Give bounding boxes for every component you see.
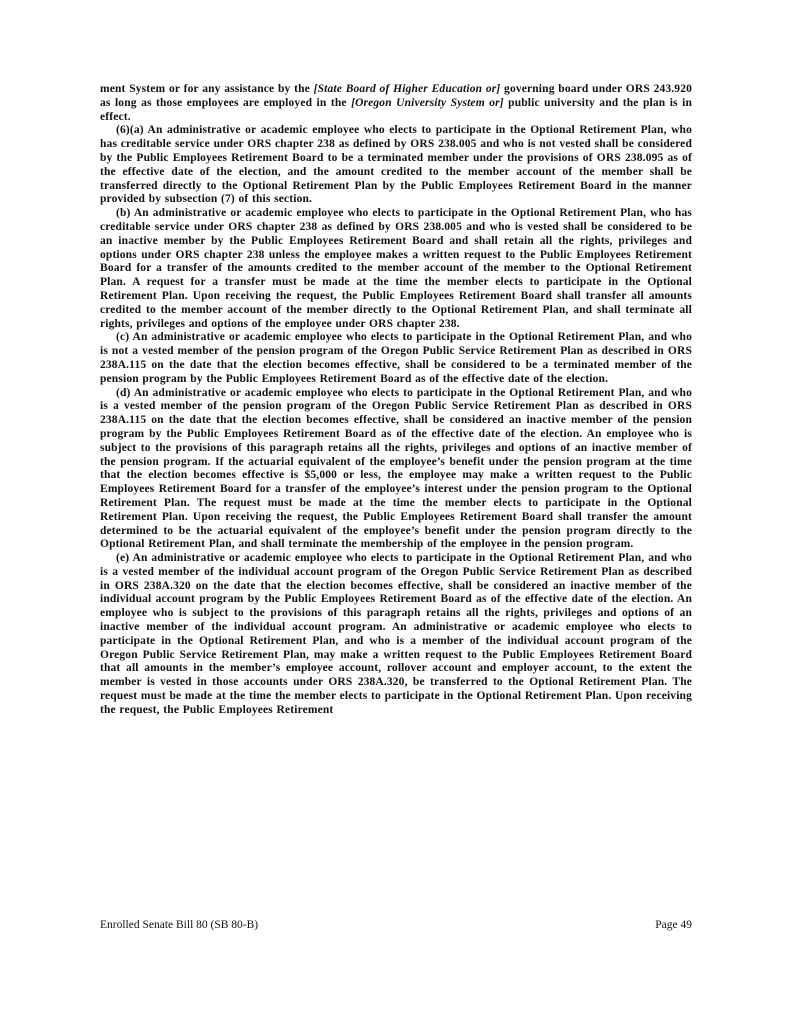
- paragraph-subsection-6b: [100, 207, 692, 331]
- footer-page-number: Page 49: [655, 919, 692, 931]
- text-run: (d) An administrative or academic employee who elects to participate in the Optional Retirement Plan, and who is a vested member of the pension program of the Oregon Public Service Retirement Plan as described in ORS 238A.115 on the date that the election becomes effective, shall be considered an inactive member of the pension program by the Public Employees Retirement Board as of the effective date of the election. An employee who is subject to the provisions of this paragraph retains all the rights, privileges and options of an inactive member of the pension program. If the actuarial equivalent of the employee’s benefit under the pension program at the time that the election becomes effective is $5,000 or less, the employee may make a written request to the Public Employees Retirement Board for a transfer of the employee’s interest under the pension program to the Optional Retirement Plan. The request must be made at the time the member elects to participate in the Optional Retirement Plan. Upon receiving the request, the Public Employees Retirement Board shall transfer the amount determined to be the actuarial equivalent of the employee’s benefit under the pension program directly to the Optional Retirement Plan, and shall terminate the membership of the employee in the pension program.: [100, 386, 692, 551]
- deleted-text-run: [State Board of Higher Education or]: [313, 83, 501, 95]
- page-footer: [100, 919, 692, 931]
- footer-bill-title: Enrolled Senate Bill 80 (SB 80-B): [100, 919, 259, 931]
- deleted-text-run: [Oregon University System or]: [351, 96, 504, 109]
- text-run: governing board under ORS 243.920 as long as those employees are employed in the: [100, 83, 692, 109]
- paragraph-continuation-paragraph: [100, 83, 692, 124]
- text-run: (c) An administrative or academic employee who elects to participate in the Optional Retirement Plan, and who is not a vested member of the pension program of the Oregon Public Service Retirement Plan as described in ORS 238A.115 on the date that the election becomes effective, shall be considered to be a terminated member of the pension program by the Public Employees Retirement Board as of the effective date of the election.: [100, 331, 692, 385]
- text-run: (e) An administrative or academic employee who elects to participate in the Optional Retirement Plan, and who is a vested member of the individual account program of the Oregon Public Service Retirement Plan as described in ORS 238A.320 on the date that the election becomes effective, shall be considered an inactive member of the individual account program by the Public Employees Retirement Board as of the effective date of the election. An employee who is subject to the provisions of this paragraph retains all the rights, privileges and options of an inactive member of the individual account program. An administrative or academic employee who elects to participate in the Optional Retirement Plan, and who is a member of the individual account program of the Oregon Public Service Retirement Plan, may make a written request to the Public Employees Retirement Board that all amounts in the member’s employee account, rollover account and employer account, to the extent the member is vested in those accounts under ORS 238A.320, be transferred to the Optional Retirement Plan. The request must be made at the time the member elects to participate in the Optional Retirement Plan. Upon receiving the request, the Public Employees Retirement: [100, 552, 692, 716]
- document-body: [100, 83, 692, 718]
- paragraph-subsection-6d: [100, 387, 692, 553]
- text-run: (b) An administrative or academic employee who elects to participate in the Optional Retirement Plan, who has creditable service under ORS chapter 238 as defined by ORS 238.005 and who is vested shall be considered to be an inactive member by the Public Employees Retirement Board and shall retain all the rights, privileges and options under ORS chapter 238 unless the employee makes a written request to the Public Employees Retirement Board for a transfer of the amounts credited to the member account of the member to the Optional Retirement Plan. A request for a transfer must be made at the time the member elects to participate in the Optional Retirement Plan. Upon receiving the request, the Public Employees Retirement Board shall transfer all amounts credited to the member account of the member directly to the Optional Retirement Plan, and shall terminate all rights, privileges and options of the employee under ORS chapter 238.: [100, 207, 692, 330]
- text-run: public university and the plan is in effect.: [100, 96, 693, 123]
- paragraph-subsection-6c: [100, 331, 692, 386]
- text-run: ment System or for any assistance by the: [100, 83, 314, 95]
- paragraph-subsection-6a: [100, 124, 692, 207]
- paragraph-subsection-6e: [100, 552, 692, 718]
- text-run: (6)(a) An administrative or academic employee who elects to participate in the Optional Retirement Plan, who has creditable service under ORS chapter 238 as defined by ORS 238.005 and who is not vested shall be considered by the Public Employees Retirement Board to be a terminated member under the provisions of ORS 238.095 as of the effective date of the election, and the amount credited to the member account of the member shall be transferred directly to the Optional Retirement Plan by the Public Employees Retirement Board in the manner provided by subsection (7) of this section.: [100, 124, 692, 206]
